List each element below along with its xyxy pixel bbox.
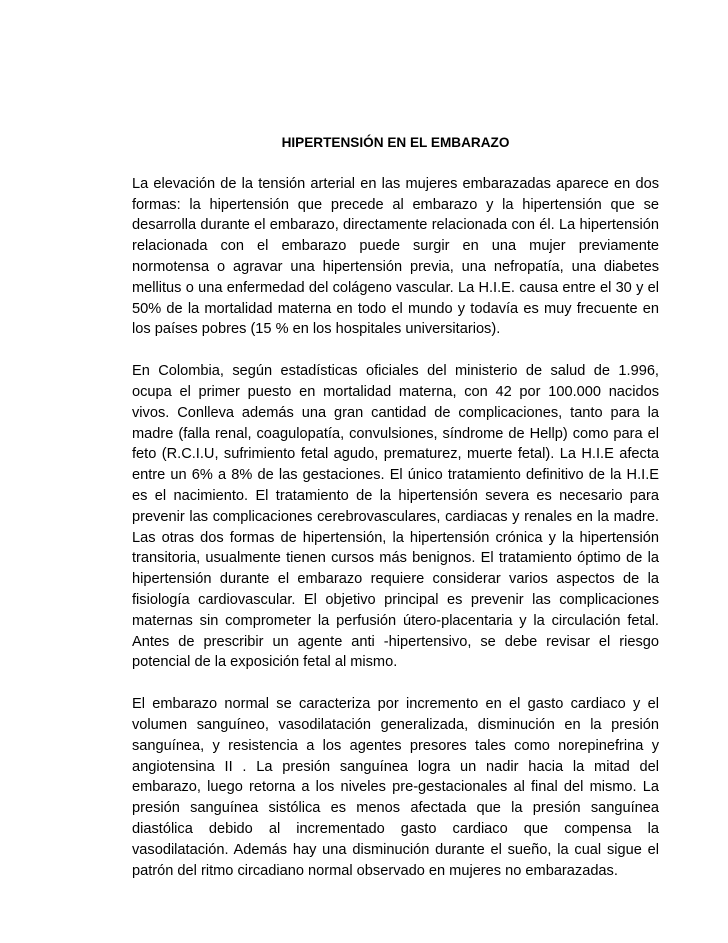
document-title: HIPERTENSIÓN EN EL EMBARAZO <box>281 135 510 150</box>
paragraph-colombia: En Colombia, según estadísticas oficiales del ministerio de salud de 1.996, ocupa el primer puesto en mortalidad materna, con 42 por 100.000 nacidos vivos. Conlleva además una gran cantidad de complicaciones, tanto para la madre (falla renal, coagulopatía, convulsiones, síndrome de Hellp) como para el feto (R.C.I.U, sufrimiento fetal agudo, prematurez, muerte fetal). La H.I.E afecta entre un 6% a 8% de las gestaciones. El único tratamiento definitivo de la H.I.E es el nacimiento. El tratamiento de la hipertensión severa es necesario para prevenir las complicaciones cerebrovasculares, cardiacas y renales en la madre. Las otras dos formas de hipertensión, la hipertensión crónica y la hipertensión transitoria, usualmente tienen cursos más benignos. El tratamiento óptimo de la hipertensión durante el embarazo requiere considerar varios aspectos de la fisiología cardiovascular. El objetivo principal es prevenir las complicaciones maternas sin comprometer la perfusión útero-placentaria y la circulación fetal. Antes de prescribir un agente anti -hipertensivo, se debe revisar el riesgo potencial de la exposición fetal al mismo. <box>132 363 659 671</box>
paragraph-intro: La elevación de la tensión arterial en las mujeres embarazadas aparece en dos formas: la hipertensión que precede al embarazo y la hipertensión que se desarrolla durante el embarazo, directamente relacionada con él. La hipertensión relacionada con el embarazo puede surgir en una mujer previamente normotensa o agravar una hipertensión previa, una nefropatía, una diabetes mellitus o una enfermedad del colágeno vascular. La H.I.E. causa entre el 30 y el 50% de la mortalidad materna en todo el mundo y todavía es muy frecuente en los países pobres (15 % en los hospitales universitarios). <box>132 175 659 338</box>
paragraph-normal-pregnancy: El embarazo normal se caracteriza por incremento en el gasto cardiaco y el volumen sanguíneo, vasodilatación generalizada, disminución en la presión sanguínea, y resistencia a los agentes presores tales como norepinefrina y angiotensina II . La presión sanguínea logra un nadir hacia la mitad del embarazo, luego retorna a los niveles pre-gestacionales al final del mismo. La presión sanguínea sistólica es menos afectada que la presión sanguínea diastólica debido al incrementado gasto cardiaco que compensa la vasodilatación. Además hay una disminución durante el sueño, la cual sigue el patrón del ritmo circadiano normal observado en mujeres no embarazadas. <box>132 696 659 879</box>
document-page <box>132 133 659 902</box>
